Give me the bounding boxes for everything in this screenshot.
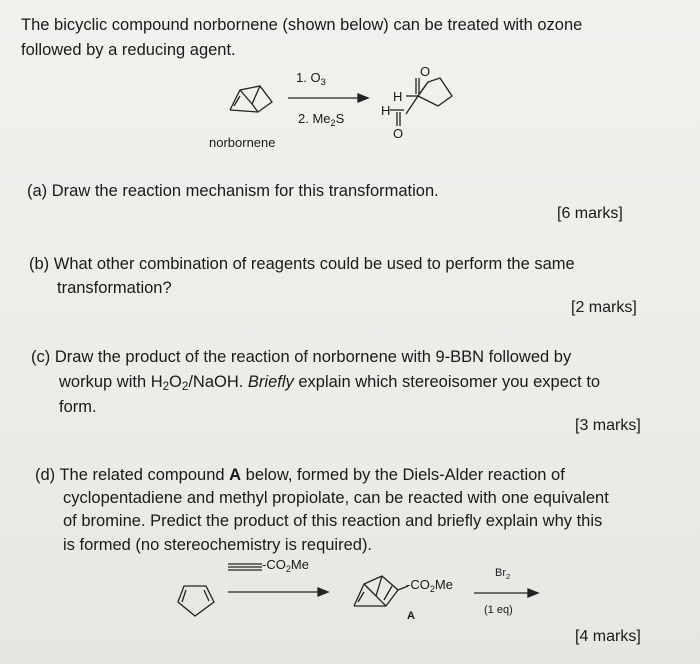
part-d-marks: [4 marks]	[575, 628, 641, 645]
part-a-marks: [6 marks]	[557, 205, 623, 222]
compound-a-label: A	[407, 610, 415, 622]
reaction-arrow-1	[288, 93, 368, 103]
part-c-line-2: workup with $H_2O_2$/NaOH. Briefly explain which stereoisomer you expect to	[59, 373, 601, 393]
part-b-line-1: (b) What other combination of reagents could be used to perform the same	[29, 255, 575, 273]
part-c-line-1: (c) Draw the product of the reaction of norbornene with 9-BBN followed by	[31, 348, 572, 366]
product-o-top: O	[420, 64, 431, 79]
reagent-step-1: 1. $O_3$	[296, 70, 326, 87]
alkyne-label: $-CO_2Me$	[262, 557, 309, 574]
reagent-step-2: 2. $Me_2S$	[298, 111, 345, 128]
bromine-equivalents: (1 eq)	[484, 604, 513, 616]
product-h-top: H	[393, 89, 403, 104]
bromine-reagent: $Br_2$	[495, 567, 511, 581]
diels-alder-arrow	[228, 587, 328, 597]
product-h-bottom: H	[381, 103, 391, 118]
part-d-line-1: (d) The related compound A below, formed by the Diels-Alder reaction of	[35, 466, 565, 484]
compound-a-ester-label: $-CO_2Me$	[406, 577, 453, 594]
intro-line-1: The bicyclic compound norbornene (shown below) can be treated with ozone	[21, 16, 583, 34]
part-d-line-4: is formed (no stereochemistry is required).	[63, 536, 373, 554]
part-d-line-2: cyclopentadiene and methyl propiolate, can be reacted with one equivalent	[63, 489, 609, 507]
norbornene-label: norbornene	[209, 135, 276, 150]
norbornene-structure	[222, 72, 282, 122]
part-c-line-3: form.	[59, 398, 97, 416]
cyclopentadiene-structure	[176, 580, 216, 620]
bromination-arrow	[474, 588, 538, 598]
product-o-bottom: O	[393, 126, 404, 141]
part-a-text: (a) Draw the reaction mechanism for this transformation.	[27, 182, 439, 200]
intro-line-2: followed by a reducing agent.	[21, 41, 236, 59]
part-d-line-3: of bromine. Predict the product of this reaction and briefly explain why this	[63, 512, 603, 530]
part-b-marks: [2 marks]	[571, 299, 637, 316]
part-c-marks: [3 marks]	[575, 417, 641, 434]
part-b-line-2: transformation?	[57, 279, 172, 297]
